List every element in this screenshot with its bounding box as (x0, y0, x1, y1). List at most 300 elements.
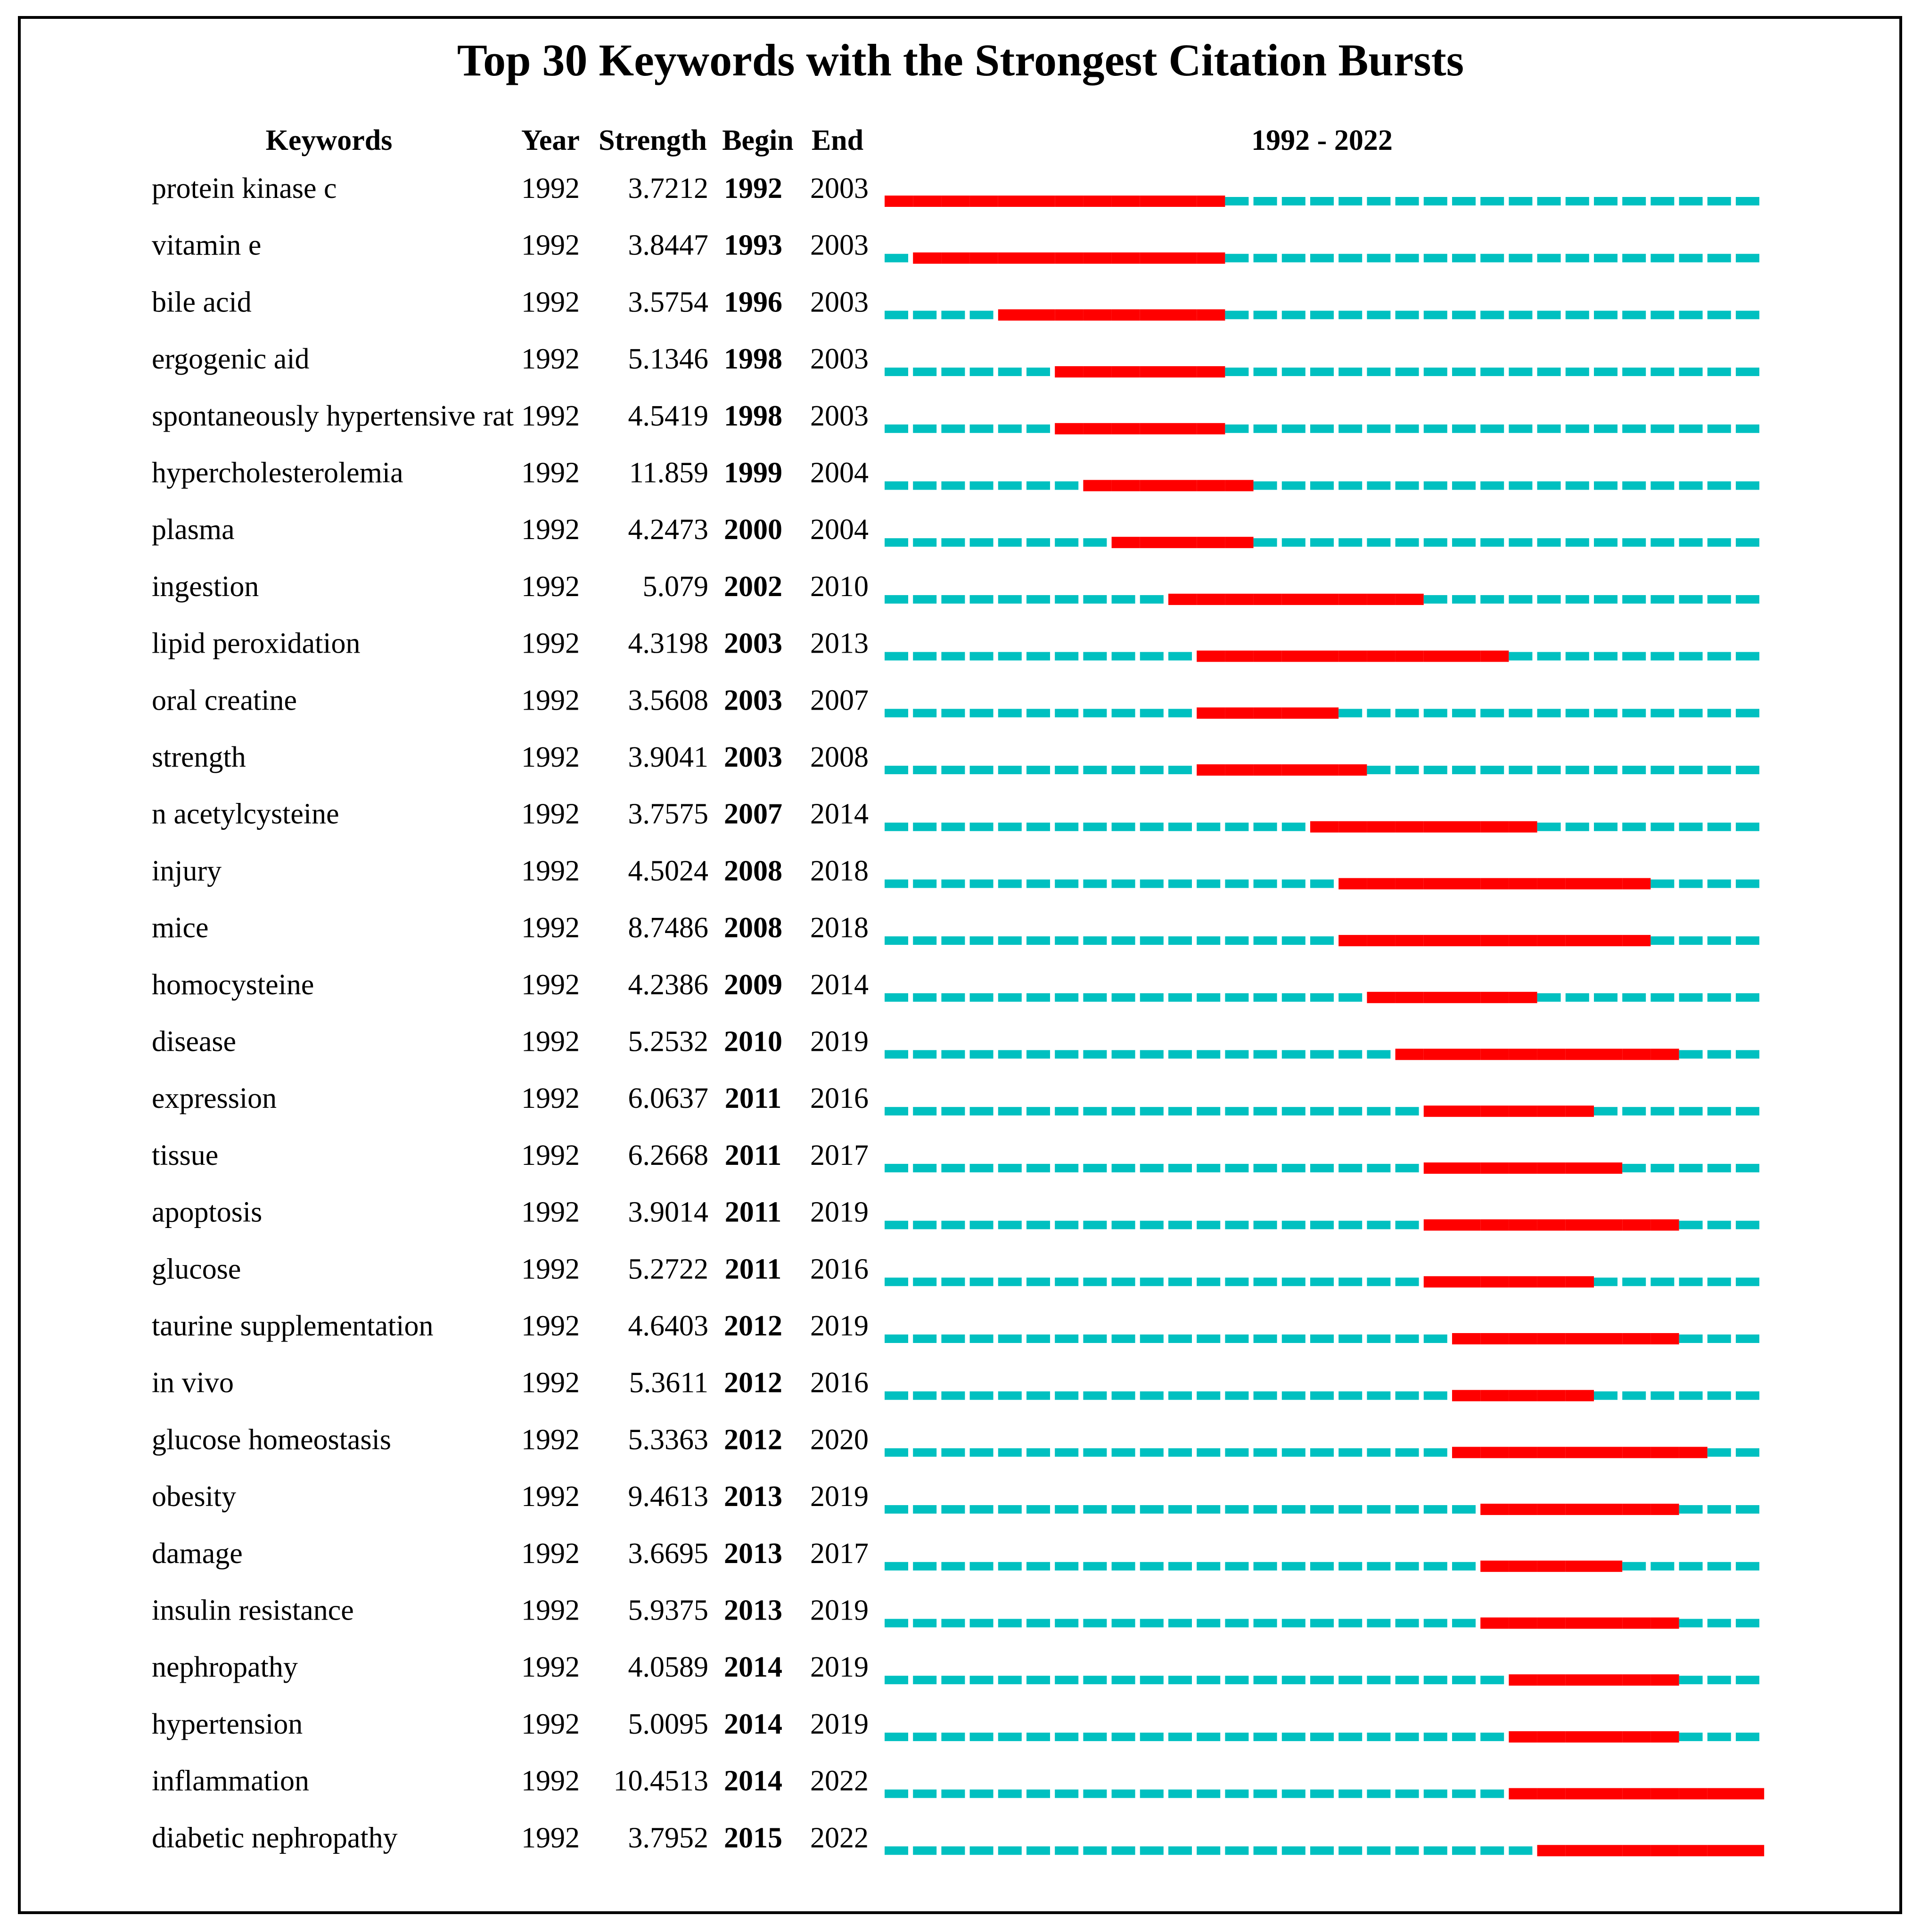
timeline-segment (1452, 482, 1476, 490)
burst-segment (1197, 480, 1225, 491)
timeline-segment (1083, 1733, 1107, 1741)
timeline-segment (1736, 1050, 1759, 1059)
timeline-segment (1225, 197, 1248, 205)
burst-segment (1566, 1845, 1594, 1856)
timeline-segment (1197, 1448, 1220, 1457)
burst-segment (1594, 1731, 1622, 1743)
burst-segment (1140, 366, 1168, 377)
timeline-segment (1396, 254, 1419, 262)
timeline-segment (1310, 1676, 1334, 1684)
timeline-segment (1367, 1334, 1390, 1343)
timeline-segment (1254, 1164, 1277, 1172)
timeline-segment (1225, 1221, 1248, 1229)
timeline-segment (1338, 425, 1362, 433)
timeline-segment (1083, 1107, 1107, 1115)
burst-rows (152, 172, 1764, 1856)
burst-row (152, 1026, 1759, 1060)
burst-segment (1310, 821, 1338, 833)
burst-segment (1452, 992, 1480, 1003)
timeline-segment (1168, 652, 1192, 661)
burst-row (152, 912, 1759, 946)
timeline-segment (1367, 1277, 1390, 1286)
burst-segment (1679, 1447, 1708, 1458)
burst-segment (1537, 1333, 1566, 1344)
timeline-segment (1622, 766, 1646, 774)
timeline-segment (1310, 1790, 1334, 1798)
timeline-segment (1026, 993, 1050, 1002)
timeline-segment (1168, 1676, 1192, 1684)
keyword-label: obesity (152, 1481, 237, 1513)
timeline-segment (1225, 425, 1248, 433)
timeline-segment (1537, 595, 1561, 604)
burst-segment (1594, 1049, 1622, 1060)
year-value: 1992 (521, 741, 580, 773)
timeline-segment (1026, 936, 1050, 945)
timeline-segment (1055, 1107, 1078, 1115)
timeline-segment (1254, 254, 1277, 262)
burst-row (152, 969, 1759, 1003)
timeline-segment (1225, 823, 1248, 831)
timeline-segment (1736, 368, 1759, 376)
timeline-segment (1367, 1846, 1390, 1855)
strength-value: 4.6403 (628, 1310, 708, 1342)
year-value: 1992 (521, 1310, 580, 1342)
burst-segment (1424, 1049, 1452, 1060)
timeline-segment (1566, 482, 1589, 490)
timeline-segment (1650, 652, 1674, 661)
timeline-segment (1480, 1846, 1504, 1855)
strength-value: 4.5419 (628, 400, 708, 432)
timeline-segment (1537, 652, 1561, 661)
timeline-segment (1566, 766, 1589, 774)
end-value: 2019 (810, 1310, 869, 1342)
burst-segment (1736, 1845, 1764, 1856)
end-value: 2003 (810, 400, 869, 432)
timeline-segment (1367, 1448, 1390, 1457)
burst-segment (1679, 1845, 1708, 1856)
burst-segment (1452, 935, 1480, 946)
burst-segment (1537, 1504, 1566, 1515)
begin-value: 2014 (724, 1708, 782, 1740)
timeline-segment (1282, 538, 1305, 547)
keyword-label: diabetic nephropathy (152, 1822, 398, 1854)
timeline-segment (1679, 1334, 1703, 1343)
timeline-segment (1424, 311, 1447, 319)
burst-segment (1254, 651, 1282, 662)
burst-segment (1594, 1788, 1622, 1800)
timeline-segment (1594, 254, 1617, 262)
timeline-segment (1197, 879, 1220, 888)
timeline-segment (1367, 482, 1390, 490)
timeline-segment (1310, 993, 1334, 1002)
timeline-segment (1112, 1790, 1135, 1798)
timeline-segment (1594, 709, 1617, 717)
keyword-label: strength (152, 741, 246, 773)
burst-segment (1537, 1845, 1566, 1856)
burst-segment (941, 253, 969, 264)
timeline-segment (970, 1619, 993, 1628)
timeline-segment (1112, 766, 1135, 774)
timeline-segment (1650, 368, 1674, 376)
timeline-segment (1254, 1733, 1277, 1741)
year-value: 1992 (521, 968, 580, 1001)
timeline-segment (970, 311, 993, 319)
timeline-segment (1112, 1392, 1135, 1400)
timeline-segment (998, 1790, 1022, 1798)
begin-value: 2008 (724, 855, 782, 887)
timeline-segment (1282, 1846, 1305, 1855)
burst-segment (1338, 594, 1367, 605)
timeline-segment (1594, 425, 1617, 433)
timeline-segment (913, 1562, 936, 1571)
burst-segment (1622, 1618, 1650, 1629)
timeline-segment (1310, 1505, 1334, 1514)
timeline-segment (1026, 766, 1050, 774)
burst-segment (1282, 594, 1310, 605)
timeline-segment (1509, 368, 1532, 376)
burst-segment (1168, 594, 1197, 605)
timeline-segment (1679, 1050, 1703, 1059)
end-value: 2019 (810, 1651, 869, 1684)
timeline-segment (1622, 595, 1646, 604)
timeline-segment (1197, 823, 1220, 831)
burst-segment (1650, 1333, 1679, 1344)
timeline-segment (1736, 197, 1759, 205)
burst-segment (1140, 253, 1168, 264)
timeline-segment (1310, 1334, 1334, 1343)
timeline-segment (1736, 1505, 1759, 1514)
timeline-segment (885, 1676, 908, 1684)
burst-segment (1310, 651, 1338, 662)
keyword-label: taurine supplementation (152, 1310, 434, 1342)
timeline-segment (1338, 709, 1362, 717)
strength-value: 3.5754 (628, 286, 708, 319)
burst-segment (1537, 1049, 1566, 1060)
timeline-segment (941, 1619, 965, 1628)
timeline-segment (1083, 993, 1107, 1002)
timeline-segment (1424, 1733, 1447, 1741)
timeline-segment (1452, 1676, 1476, 1684)
timeline-segment (1509, 595, 1532, 604)
timeline-segment (1679, 254, 1703, 262)
timeline-segment (1708, 1733, 1731, 1741)
strength-value: 4.2386 (628, 968, 708, 1001)
end-value: 2010 (810, 570, 869, 603)
timeline-segment (1310, 538, 1334, 547)
timeline-segment (1026, 709, 1050, 717)
burst-segment (1509, 1447, 1537, 1458)
burst-segment (1594, 1561, 1622, 1572)
timeline-segment (1338, 482, 1362, 490)
burst-segment (1594, 1618, 1622, 1629)
year-value: 1992 (521, 1651, 580, 1684)
end-value: 2019 (810, 1708, 869, 1740)
burst-row (152, 1424, 1759, 1458)
timeline-segment (1310, 1392, 1334, 1400)
timeline-segment (1566, 652, 1589, 661)
timeline-segment (1679, 197, 1703, 205)
timeline-segment (1424, 1790, 1447, 1798)
timeline-segment (998, 879, 1022, 888)
timeline-segment (1650, 311, 1674, 319)
timeline-segment (1480, 368, 1504, 376)
end-value: 2014 (810, 798, 869, 830)
timeline-segment (998, 482, 1022, 490)
timeline-segment (970, 993, 993, 1002)
end-value: 2013 (810, 627, 869, 660)
burst-segment (1679, 1788, 1708, 1800)
timeline-segment (1396, 1107, 1419, 1115)
burst-segment (1509, 878, 1537, 889)
timeline-segment (1622, 368, 1646, 376)
timeline-segment (1055, 1505, 1078, 1514)
keyword-label: in vivo (152, 1367, 234, 1399)
end-value: 2003 (810, 286, 869, 319)
end-value: 2003 (810, 229, 869, 262)
timeline-segment (1225, 311, 1248, 319)
timeline-segment (1566, 538, 1589, 547)
burst-row (152, 628, 1759, 662)
timeline-segment (1225, 1392, 1248, 1400)
timeline-segment (913, 1392, 936, 1400)
timeline-segment (1509, 425, 1532, 433)
strength-value: 5.9375 (628, 1594, 708, 1627)
timeline-segment (1509, 1846, 1532, 1855)
burst-segment (1622, 1049, 1650, 1060)
timeline-segment (1282, 936, 1305, 945)
burst-segment (1168, 480, 1197, 491)
timeline-segment (1026, 652, 1050, 661)
timeline-segment (913, 1050, 936, 1059)
begin-value: 2011 (724, 1139, 782, 1171)
end-value: 2019 (810, 1594, 869, 1627)
burst-segment (1594, 1845, 1622, 1856)
timeline-segment (1367, 1164, 1390, 1172)
timeline-segment (1083, 879, 1107, 888)
timeline-segment (1367, 1562, 1390, 1571)
timeline-segment (1452, 254, 1476, 262)
timeline-segment (1396, 1221, 1419, 1229)
timeline-segment (1679, 936, 1703, 945)
burst-segment (1424, 821, 1452, 833)
timeline-segment (1679, 823, 1703, 831)
timeline-segment (941, 425, 965, 433)
timeline-segment (1622, 538, 1646, 547)
burst-row (152, 400, 1759, 434)
timeline-segment (1055, 993, 1078, 1002)
burst-segment (1509, 1105, 1537, 1117)
burst-segment (970, 196, 998, 207)
burst-segment (1282, 651, 1310, 662)
end-value: 2022 (810, 1822, 869, 1854)
begin-value: 2012 (724, 1424, 782, 1456)
timeline-segment (1424, 425, 1447, 433)
timeline-segment (1708, 482, 1731, 490)
burst-segment (1197, 423, 1225, 434)
header-end: End (811, 124, 864, 156)
burst-segment (1594, 1504, 1622, 1515)
timeline-segment (1679, 1392, 1703, 1400)
burst-segment (1396, 651, 1424, 662)
burst-segment (1197, 707, 1225, 719)
timeline-segment (1140, 936, 1164, 945)
timeline-segment (1112, 1846, 1135, 1855)
timeline-segment (1708, 311, 1731, 319)
burst-row (152, 1082, 1759, 1117)
timeline-segment (1736, 1164, 1759, 1172)
begin-value: 2011 (724, 1082, 782, 1115)
timeline-segment (1254, 1846, 1277, 1855)
timeline-segment (1537, 482, 1561, 490)
strength-value: 11.859 (629, 457, 708, 489)
timeline-segment (1622, 425, 1646, 433)
burst-segment (1594, 935, 1622, 946)
timeline-segment (970, 766, 993, 774)
burst-segment (1594, 1674, 1622, 1686)
timeline-segment (885, 1221, 908, 1229)
timeline-segment (941, 1107, 965, 1115)
burst-segment (913, 196, 941, 207)
timeline-segment (1055, 1277, 1078, 1286)
timeline-segment (1452, 538, 1476, 547)
timeline-segment (1112, 1334, 1135, 1343)
burst-segment (1480, 1561, 1509, 1572)
burst-segment (1367, 878, 1395, 889)
burst-segment (885, 196, 913, 207)
burst-segment (1622, 1788, 1650, 1800)
strength-value: 3.6695 (628, 1537, 708, 1570)
burst-segment (1168, 423, 1197, 434)
timeline-segment (1083, 1448, 1107, 1457)
timeline-segment (1736, 1392, 1759, 1400)
burst-segment (1537, 935, 1566, 946)
timeline-segment (1254, 1505, 1277, 1514)
timeline-segment (885, 1277, 908, 1286)
strength-value: 6.2668 (628, 1139, 708, 1171)
timeline-segment (1708, 1392, 1731, 1400)
timeline-segment (1424, 368, 1447, 376)
burst-segment (1650, 1788, 1679, 1800)
timeline-segment (1168, 1562, 1192, 1571)
timeline-segment (1537, 709, 1561, 717)
timeline-segment (1594, 197, 1617, 205)
end-value: 2008 (810, 741, 869, 773)
burst-segment (1367, 594, 1395, 605)
timeline-segment (1254, 936, 1277, 945)
timeline-segment (1168, 766, 1192, 774)
burst-segment (1480, 651, 1509, 662)
timeline-segment (1708, 1676, 1731, 1684)
keyword-label: vitamin e (152, 229, 262, 262)
timeline-segment (970, 1790, 993, 1798)
chart-title: Top 30 Keywords with the Strongest Citation Bursts (457, 35, 1464, 85)
burst-segment (1225, 764, 1253, 776)
timeline-segment (970, 1392, 993, 1400)
timeline-segment (1083, 1392, 1107, 1400)
timeline-segment (1254, 1392, 1277, 1400)
timeline-segment (1338, 1619, 1362, 1628)
burst-segment (1112, 480, 1140, 491)
timeline-segment (1736, 652, 1759, 661)
timeline-segment (1338, 197, 1362, 205)
burst-segment (1509, 1220, 1537, 1231)
timeline-segment (1622, 652, 1646, 661)
burst-segment (1566, 1618, 1594, 1629)
timeline-segment (1509, 197, 1532, 205)
burst-segment (1083, 309, 1111, 320)
timeline-segment (1622, 993, 1646, 1002)
timeline-segment (998, 766, 1022, 774)
timeline-segment (970, 1277, 993, 1286)
year-value: 1992 (521, 684, 580, 717)
timeline-segment (970, 538, 993, 547)
burst-row (152, 1708, 1759, 1743)
burst-segment (1225, 594, 1253, 605)
timeline-segment (1282, 1221, 1305, 1229)
timeline-segment (1396, 311, 1419, 319)
burst-segment (1254, 707, 1282, 719)
burst-row (152, 1253, 1759, 1287)
burst-segment (1055, 366, 1083, 377)
header-strength: Strength (599, 124, 707, 156)
burst-segment (1452, 1049, 1480, 1060)
timeline-segment (998, 1562, 1022, 1571)
keyword-label: ingestion (152, 570, 259, 603)
timeline-segment (1708, 1448, 1731, 1457)
strength-value: 5.0095 (628, 1708, 708, 1740)
timeline-segment (1736, 311, 1759, 319)
burst-row (152, 1481, 1759, 1515)
timeline-segment (998, 1334, 1022, 1343)
timeline-segment (1254, 425, 1277, 433)
timeline-segment (1424, 1619, 1447, 1628)
timeline-segment (1367, 1505, 1390, 1514)
burst-segment (1452, 821, 1480, 833)
burst-segment (1650, 1618, 1679, 1629)
burst-segment (1424, 1162, 1452, 1174)
begin-value: 2002 (724, 570, 782, 603)
timeline-segment (1055, 1221, 1078, 1229)
timeline-segment (1140, 1790, 1164, 1798)
timeline-segment (998, 652, 1022, 661)
timeline-segment (1396, 482, 1419, 490)
year-value: 1992 (521, 1765, 580, 1797)
begin-value: 2013 (724, 1537, 782, 1570)
timeline-segment (1480, 425, 1504, 433)
burst-row (152, 1367, 1759, 1401)
timeline-segment (1225, 1164, 1248, 1172)
end-value: 2018 (810, 912, 869, 944)
burst-segment (1566, 1731, 1594, 1743)
timeline-segment (1338, 1448, 1362, 1457)
timeline-segment (1650, 1277, 1674, 1286)
timeline-segment (1310, 368, 1334, 376)
burst-segment (1480, 1333, 1509, 1344)
burst-segment (1424, 992, 1452, 1003)
timeline-segment (1452, 197, 1476, 205)
timeline-segment (998, 595, 1022, 604)
burst-segment (1566, 1561, 1594, 1572)
end-value: 2007 (810, 684, 869, 717)
timeline-segment (1566, 595, 1589, 604)
timeline-segment (1622, 254, 1646, 262)
timeline-segment (941, 368, 965, 376)
burst-segment (1509, 1276, 1537, 1287)
timeline-segment (1225, 1448, 1248, 1457)
timeline-segment (1736, 936, 1759, 945)
timeline-segment (1338, 254, 1362, 262)
burst-segment (1112, 537, 1140, 548)
